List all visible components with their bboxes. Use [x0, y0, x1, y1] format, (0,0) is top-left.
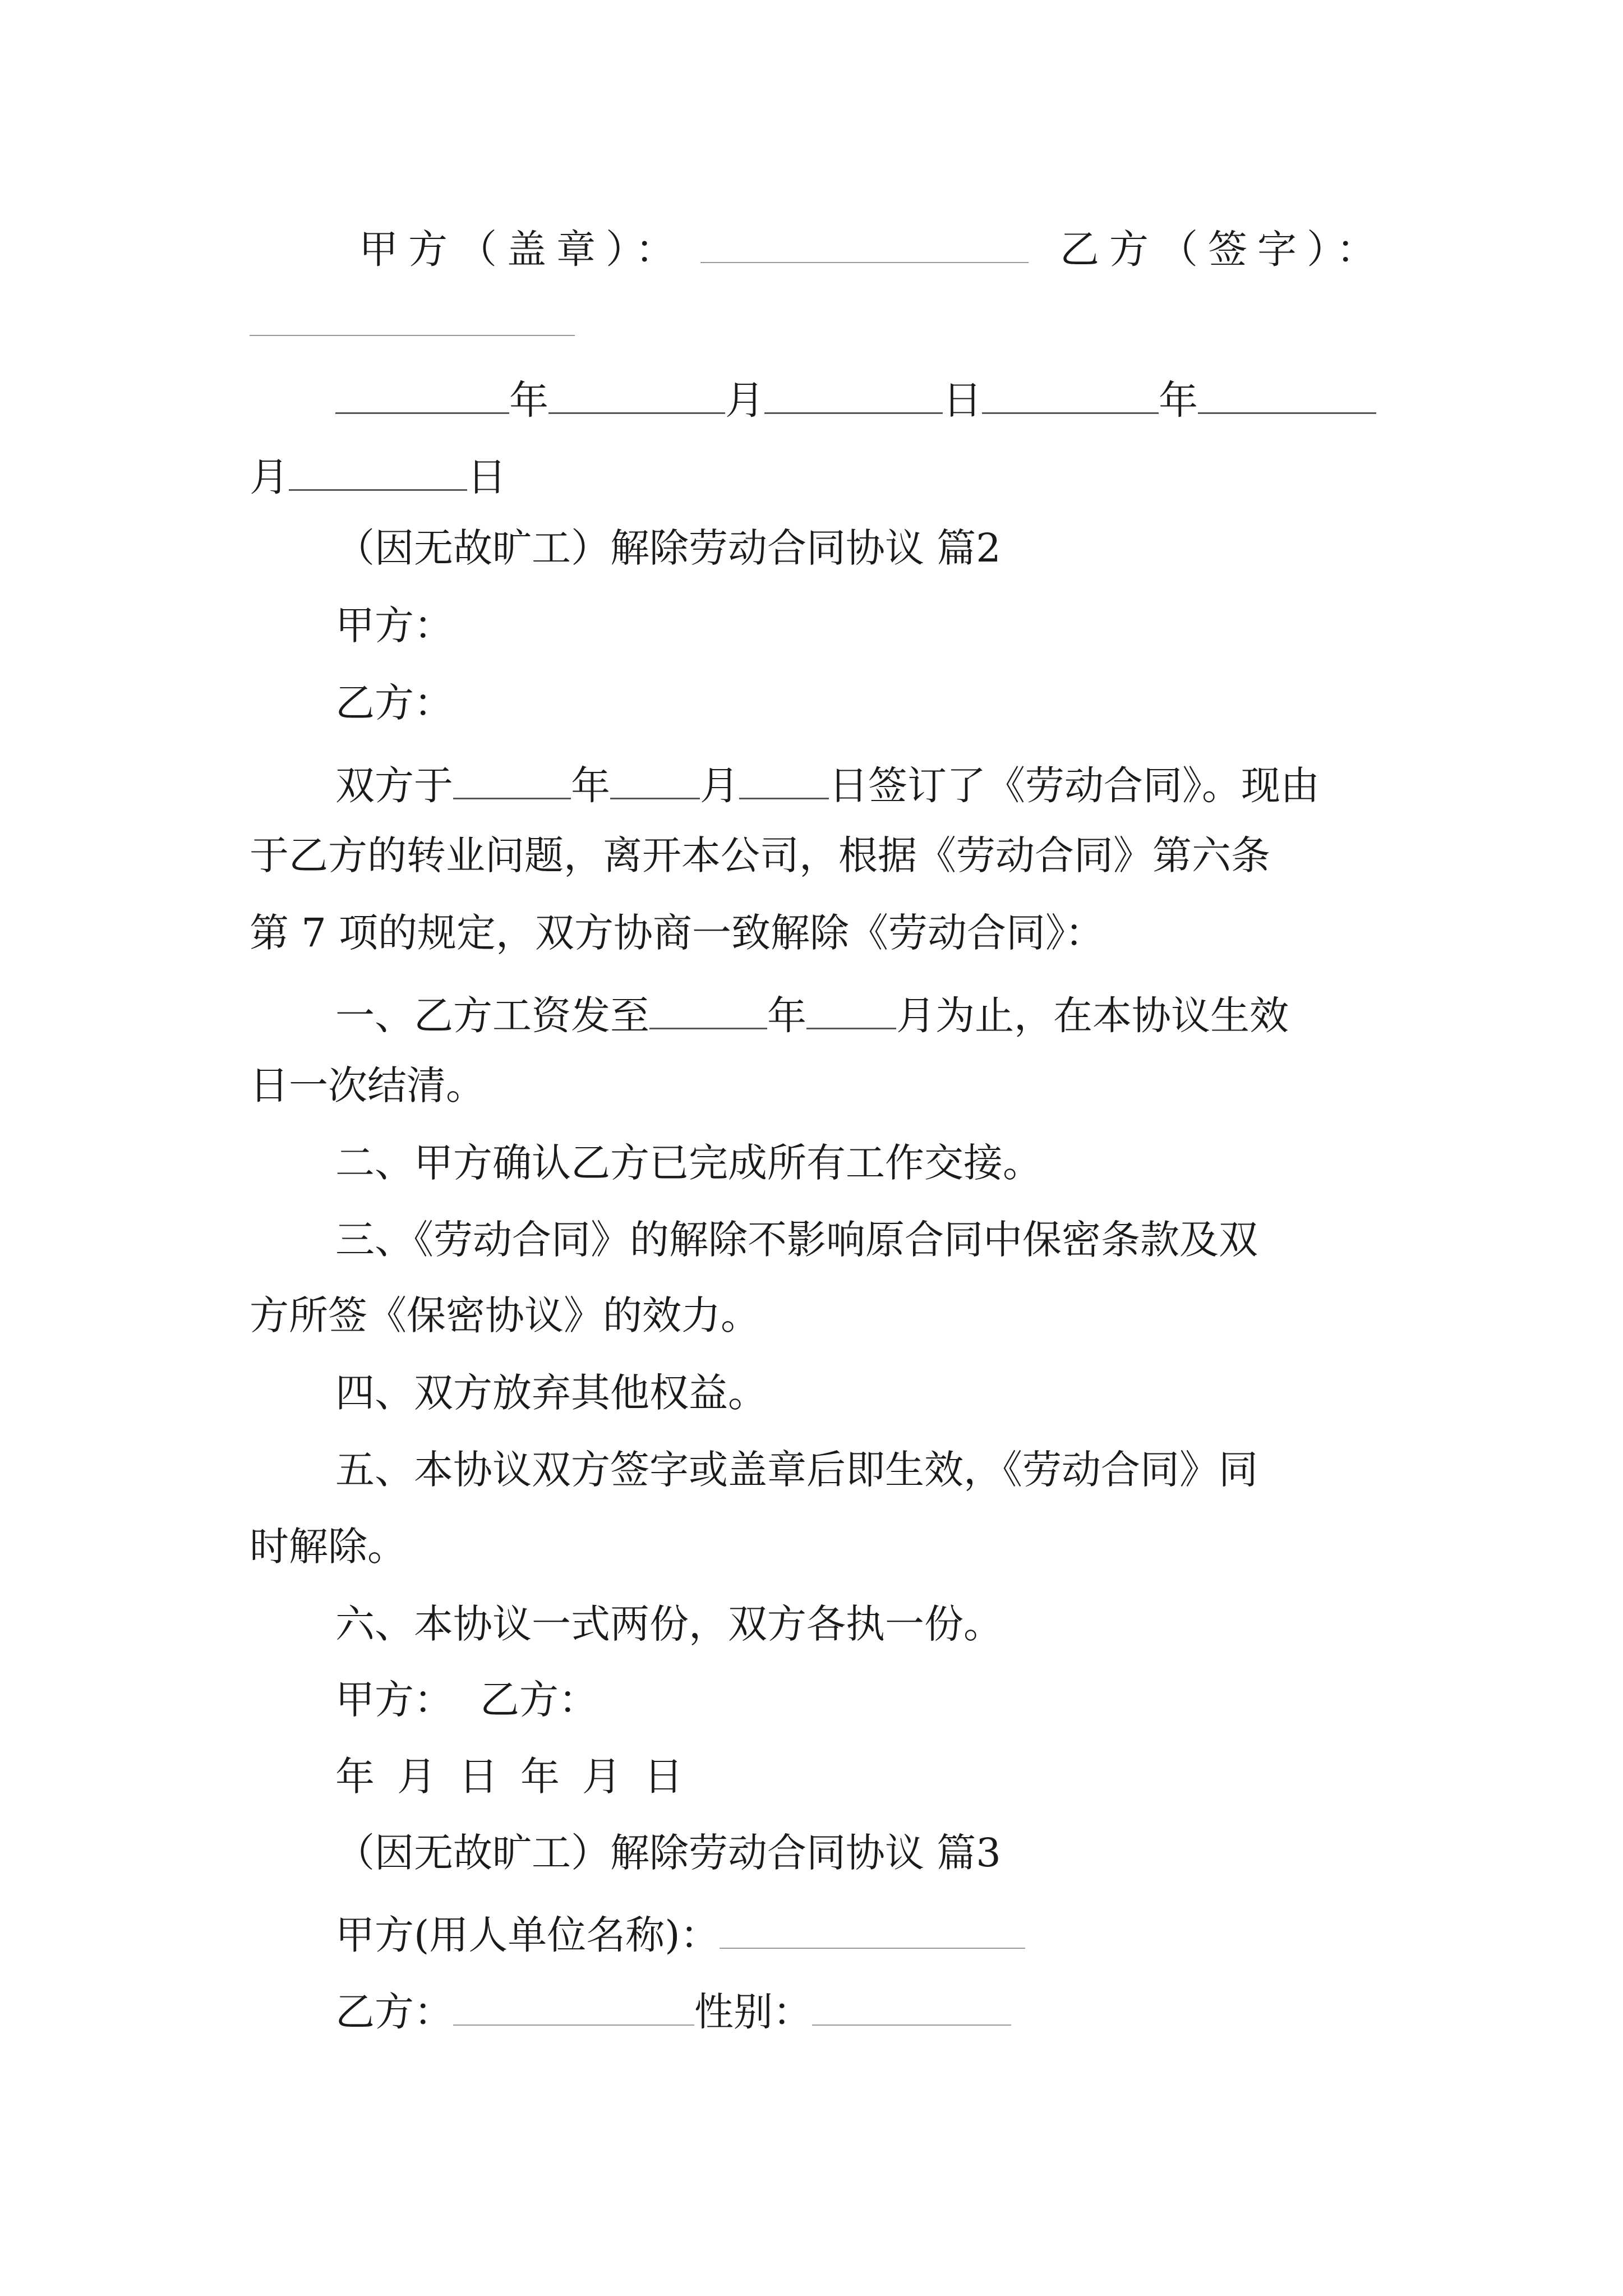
- date-blank: [289, 452, 467, 491]
- employer-label: 甲方(用人单位名称)：: [335, 1912, 720, 1958]
- party-a-seal-label: 甲方（盖章）：: [359, 226, 685, 273]
- date-year-label: 年: [509, 377, 548, 424]
- date-blank: [982, 375, 1159, 414]
- clause-1-line-1: 一、乙方工资发至 年 月为止，在本协议生效: [335, 990, 1289, 1036]
- date-blank: [548, 375, 725, 414]
- date-year-label: 年: [1159, 377, 1198, 424]
- date-month-label: 月: [250, 454, 289, 500]
- date-blank: [1198, 375, 1376, 414]
- party-b-label: 乙方：: [335, 680, 453, 726]
- date-day-label: 日: [943, 377, 982, 424]
- clause-5-line-1: 五、本协议双方签字或盖章后即生效，《劳动合同》同: [335, 1447, 1258, 1493]
- party-b-sign-blank-line: [250, 297, 575, 342]
- date-day-label: 日: [467, 454, 506, 500]
- party-a-label: 甲方：: [335, 602, 453, 648]
- signature-line: [359, 224, 1386, 273]
- intro-line-2: 于乙方的转业问题，离开本公司，根据《劳动合同》第六条: [250, 832, 1270, 878]
- sign-date-row: 年 月 日 年 月 日: [335, 1754, 683, 1800]
- intro-line-3: 第 7 项的规定，双方协商一致解除《劳动合同》：: [250, 910, 1105, 956]
- employee-row: [335, 1987, 1011, 2035]
- clause-1-line-2: 日一次结清。: [250, 1062, 485, 1108]
- intro-line-1: 双方于 年 月 日签订了《劳动合同》。现由: [335, 760, 1320, 806]
- date-month-label: 月: [725, 377, 764, 424]
- clause-4: 四、双方放弃其他权益。: [335, 1370, 767, 1416]
- sign-party-b: 乙方：: [480, 1677, 598, 1723]
- sign-day-blank: [739, 760, 829, 799]
- employee-label: 乙方：: [335, 1989, 453, 2035]
- clause-6: 六、本协议一式两份，双方各执一份。: [335, 1601, 1003, 1647]
- clause-2: 二、甲方确认乙方已完成所有工作交接。: [335, 1140, 1042, 1186]
- wage-month-blank: [806, 990, 896, 1029]
- date-row: [335, 375, 1376, 424]
- clause-3-line-2: 方所签《保密协议》的效力。: [250, 1292, 760, 1338]
- sign-party-a: 甲方：: [335, 1677, 453, 1723]
- party-b-sign-blank: [250, 297, 575, 336]
- party-a-seal-blank: [700, 224, 1029, 263]
- section-title: （因无故旷工）解除劳动合同协议 篇3: [335, 1830, 1001, 1876]
- gender-label: 性别：: [694, 1989, 812, 2035]
- employer-name-blank: [720, 1910, 1025, 1949]
- date-blank: [335, 375, 509, 414]
- sign-month-blank: [610, 760, 700, 799]
- employee-name-blank: [453, 1987, 694, 2026]
- section-title: （因无故旷工）解除劳动合同协议 篇2: [335, 525, 1001, 571]
- clause-3-line-1: 三、《劳动合同》的解除不影响原合同中保密条款及双: [335, 1217, 1258, 1263]
- employer-row: [335, 1910, 1025, 1958]
- gender-blank: [812, 1987, 1011, 2026]
- date-blank: [764, 375, 943, 414]
- sign-row: [335, 1677, 598, 1723]
- clause-5-line-2: 时解除。: [250, 1524, 407, 1570]
- date-row-continued: [250, 452, 506, 500]
- sign-year-blank: [453, 760, 571, 799]
- party-b-sign-label: 乙方（签字）：: [1060, 226, 1386, 273]
- wage-year-blank: [649, 990, 767, 1029]
